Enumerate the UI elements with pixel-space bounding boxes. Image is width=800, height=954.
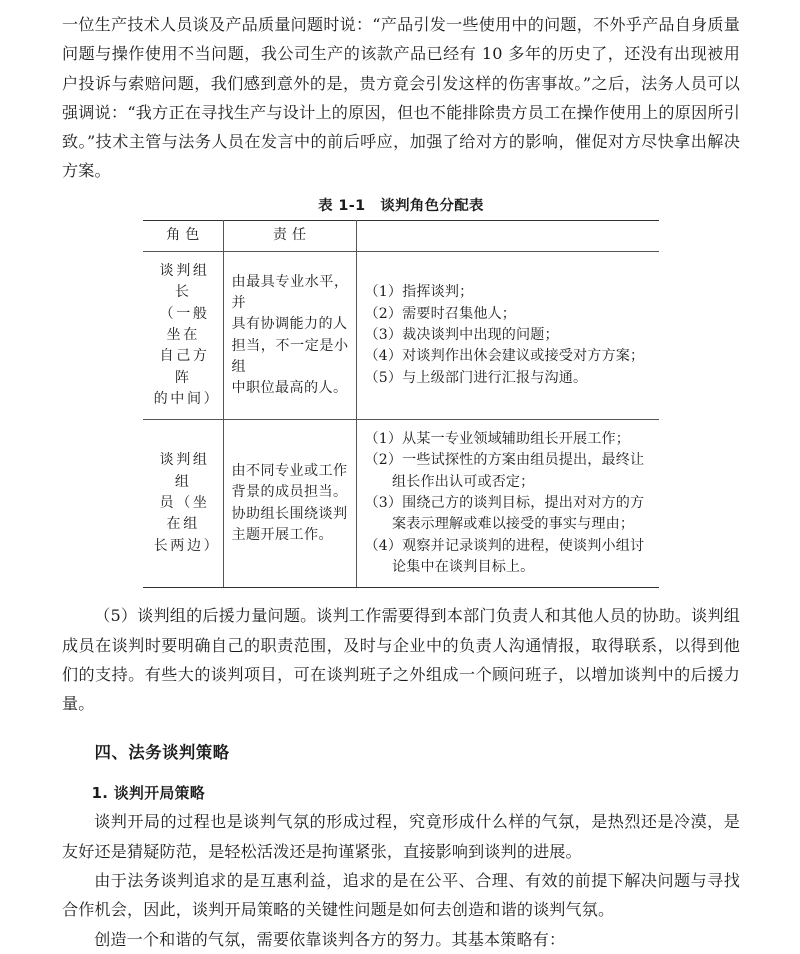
list-item: （4）观察并记录谈判的进程，使谈判小组讨论集中在谈判目标上。 — [364, 537, 645, 575]
list-item: （2）需要时召集他人； — [364, 305, 517, 322]
table-caption: 表 1-1 谈判角色分配表 — [318, 197, 484, 214]
table-row — [143, 252, 659, 420]
duty-line: 协助组长围绕谈判 — [231, 505, 348, 522]
paragraph-basic-strategies: 创造一个和谐的气氛，需要依靠谈判各方的努力。其基本策略有： — [94, 929, 566, 949]
details-list — [365, 429, 653, 578]
table-cell-duty — [223, 420, 356, 588]
table-header-row — [143, 220, 659, 251]
table-cell-details — [356, 252, 659, 420]
duty-line: 背景的成员担当。 — [231, 484, 348, 501]
table-body — [143, 252, 659, 588]
duty-line: 担当，不一定是小组 — [231, 337, 349, 375]
list-item: （4）对谈判作出休会建议或接受对方方案； — [364, 348, 645, 365]
paragraph-opening-atmosphere: 谈判开局的过程也是谈判气氛的形成过程，究竟形成什么样的气氛，是热烈还是冷漠，是友好还是猜疑防范，是轻松活泼还是拘谨紧张，直接影响到谈判的进展。 — [62, 812, 740, 861]
table-cell-role — [143, 420, 223, 588]
table-cell-details — [356, 420, 659, 588]
duty-line: 具有协调能力的人 — [231, 316, 348, 333]
role-line: 员（坐在组 — [159, 495, 210, 533]
details-list — [365, 282, 653, 388]
list-item: （3）围绕己方的谈判目标，提出对对方的方案表示理解或难以接受的事实与理由； — [364, 495, 645, 533]
table-cell-role — [143, 252, 223, 420]
table-header-duty: 责任 — [223, 220, 356, 251]
list-item: （2）一些试探性的方案由组员提出，最终让组长作出认可或否定； — [364, 452, 645, 490]
paragraph-mutual-benefit: 由于法务谈判追求的是互惠利益，追求的是在公平、合理、有效的前提下解决问题与寻找合作机会，因此，谈判开局策略的关键性问题是如何去创造和谐的谈判气氛。 — [62, 871, 740, 920]
table-header-role: 角色 — [143, 220, 223, 251]
subsection-heading: 1. 谈判开局策略 — [91, 785, 206, 803]
role-line: 谈判组长 — [159, 263, 210, 301]
list-item: （1）从某一专业领域辅助组长开展工作； — [364, 431, 631, 448]
table-row — [143, 420, 659, 588]
section-heading: 四、法务谈判策略 — [94, 743, 230, 763]
list-item: （3）裁决谈判中出现的问题； — [364, 326, 559, 343]
table-cell-duty — [223, 252, 356, 420]
role-line: （一般坐在 — [159, 305, 210, 343]
duty-line: 由不同专业或工作 — [231, 463, 348, 480]
paragraph-backup-force: （5）谈判组的后援力量问题。谈判工作需要得到本部门负责人和其他人员的协助。谈判组成员在谈判时要明确自己的职责范围，及时与企业中的负责人沟通情报，取得联系，以得到他们的支持。有些大的谈判项目，可在谈判班子之外组成一个顾问班子，以增加谈判中的后援力量。 — [62, 606, 740, 714]
duty-line: 由最具专业水平，并 — [231, 273, 349, 312]
table-header-details — [356, 220, 659, 251]
duty-line: 中职位最高的人。 — [231, 380, 348, 397]
role-line: 长两边） — [153, 537, 221, 554]
role-line: 的中间） — [153, 390, 221, 407]
duty-line: 主题开展工作。 — [231, 526, 333, 543]
negotiation-role-table — [143, 220, 659, 588]
paragraph-opening: 一位生产技术人员谈及产品质量问题时说：“产品引发一些使用中的问题，不外乎产品自身质量问题与操作使用不当问题，我公司生产的该款产品已经有 10 多年的历史了，还没有出现被用户投诉与索赔问题，我们感到意外的是，贵方竟会引发这样的伤害事故。”之后，法务人员可以强调说：“我方正在寻找生产与设计上的原因，但也不能排除贵方员工在操作使用上的原因所引致。”技术主管与法务人员在发言中的前后呼应，加强了给对方的影响，催促对方尽快拿出解决方案。 — [62, 15, 740, 181]
spacer — [62, 588, 740, 601]
role-line: 谈判组组 — [159, 452, 210, 490]
list-item: （5）与上级部门进行汇报与沟通。 — [364, 369, 588, 386]
list-item: （1）指挥谈判； — [364, 284, 474, 301]
role-line: 自己方阵 — [159, 348, 210, 386]
